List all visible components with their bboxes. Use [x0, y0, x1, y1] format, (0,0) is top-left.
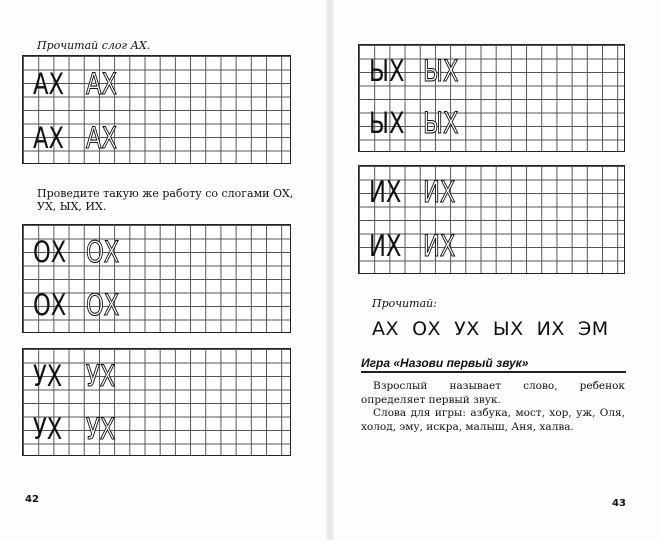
- syllable-solid: ЫХ: [369, 106, 405, 140]
- syllable-trace: ИХ: [423, 229, 456, 263]
- syllable-trace: ЫХ: [423, 54, 459, 88]
- syllable-solid: ИХ: [369, 229, 402, 263]
- syllable-solid: УХ: [33, 412, 63, 446]
- syllable-solid: ИХ: [369, 175, 402, 209]
- game-text-words: Слова для игры: азбука, мост, хор, уж, Оля, холод, эму, искра, малыш, Аня, халва.: [361, 407, 625, 433]
- syllable-trace: УХ: [86, 359, 116, 393]
- syllable-trace: ОХ: [86, 288, 120, 322]
- syllable-solid: АХ: [33, 121, 64, 155]
- syllable-solid: АХ: [33, 67, 64, 101]
- syllable-trace: ИХ: [423, 175, 456, 209]
- writing-grid-ux: [22, 348, 291, 456]
- syllable-trace: ОХ: [86, 235, 120, 269]
- instruction-other-syllables: Проведите такую же работу со слогами ОХ, УХ, ЫХ, ИХ.: [37, 187, 294, 213]
- game-heading: Игра «Назови первый звук»: [361, 356, 529, 370]
- page-number-right: 43: [612, 498, 626, 509]
- read-syllables-row: АХ ОХ УХ ЫХ ИХ ЭМ: [372, 318, 609, 340]
- syllable-trace: АХ: [86, 121, 117, 155]
- syllable-solid: ОХ: [33, 235, 67, 269]
- syllable-trace: ЫХ: [423, 106, 459, 140]
- syllable-solid: УХ: [33, 359, 63, 393]
- game-text-intro: Взрослый называет слово, ребенок определяет первый звук.: [361, 380, 625, 406]
- page-number-left: 42: [25, 494, 39, 505]
- writing-grid-ix: [358, 165, 625, 274]
- writing-grid-ox: [22, 224, 291, 333]
- syllable-trace: АХ: [86, 67, 117, 101]
- book-gutter: [326, 0, 334, 540]
- read-label: Прочитай:: [372, 297, 437, 310]
- heading-rule: [361, 371, 626, 373]
- writing-grid-yx: [358, 44, 625, 152]
- writing-grid-ax: [22, 55, 291, 164]
- syllable-trace: УХ: [86, 412, 116, 446]
- syllable-solid: ЫХ: [369, 54, 405, 88]
- syllable-solid: ОХ: [33, 288, 67, 322]
- instruction-read-ax: Прочитай слог АХ.: [37, 39, 151, 52]
